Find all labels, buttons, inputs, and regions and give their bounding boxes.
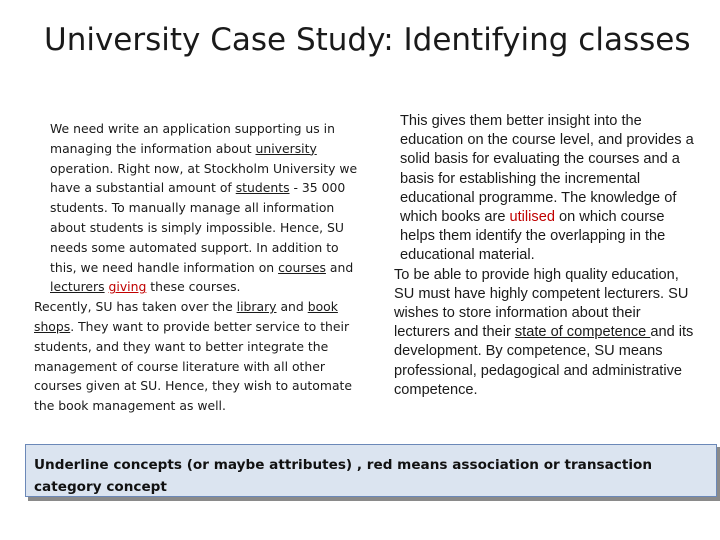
left-paragraph-2 — [34, 297, 368, 416]
legend-note-box — [25, 444, 717, 497]
legend-note-text: Underline concepts (or maybe attributes) , red means association or transaction category concept — [34, 457, 653, 495]
underlined-concept-term: courses — [278, 259, 326, 275]
right-paragraph-2 — [394, 266, 694, 400]
text-segment: on which course helps them identify the overlapping in the educational material. — [400, 209, 666, 264]
slide-title: University Case Study: Identifying classes — [44, 22, 691, 58]
underlined-concept-term: state of competence — [514, 324, 651, 341]
text-segment: and its development. By competence, SU means professional, pedagogical and administrative competence. — [394, 324, 694, 398]
underlined-concept-term: students — [235, 180, 290, 196]
underlined-concept-term: book shops — [34, 299, 338, 334]
text-segment: We need write an application supporting us in managing the information about — [50, 121, 335, 156]
right-text-column — [394, 112, 694, 400]
text-segment: operation. Right now, at Stockholm University we have a substantial amount of — [50, 160, 358, 196]
text-segment: Recently, SU has taken over the — [34, 299, 237, 315]
text-segment: This gives them better insight into the education on the course level, and provides a solid basis for evaluating the courses and a basis for establishing the incremental educational programme. The knowledge of which books are — [400, 113, 694, 226]
text-segment: and — [325, 259, 354, 275]
text-segment: these courses. — [146, 279, 241, 295]
text-segment: - 35 000 students. To manually manage all information about students is simply impossible. Hence, SU needs some automated support. In addition to this, we need handle information on — [50, 180, 346, 275]
association-term: utilised — [509, 209, 555, 226]
underlined-concept-term: university — [255, 140, 317, 156]
underlined-concept-term: lecturers — [50, 279, 105, 295]
underlined-association-term: giving — [108, 279, 147, 295]
right-paragraph-1 — [394, 112, 694, 266]
text-segment: and — [276, 299, 308, 315]
left-paragraph-1 — [34, 119, 368, 297]
underlined-concept-term: library — [236, 299, 277, 315]
text-segment: To be able to provide high quality education, SU must have highly competent lecturers. SU wishes to store information about their lecturers and their — [394, 266, 689, 341]
text-segment: . They want to provide better service to their students, and they want to better integrate the management of course literature with all other courses given at SU. Hence, they wish to automate the book management as well. — [34, 318, 353, 414]
left-text-column — [34, 119, 368, 416]
